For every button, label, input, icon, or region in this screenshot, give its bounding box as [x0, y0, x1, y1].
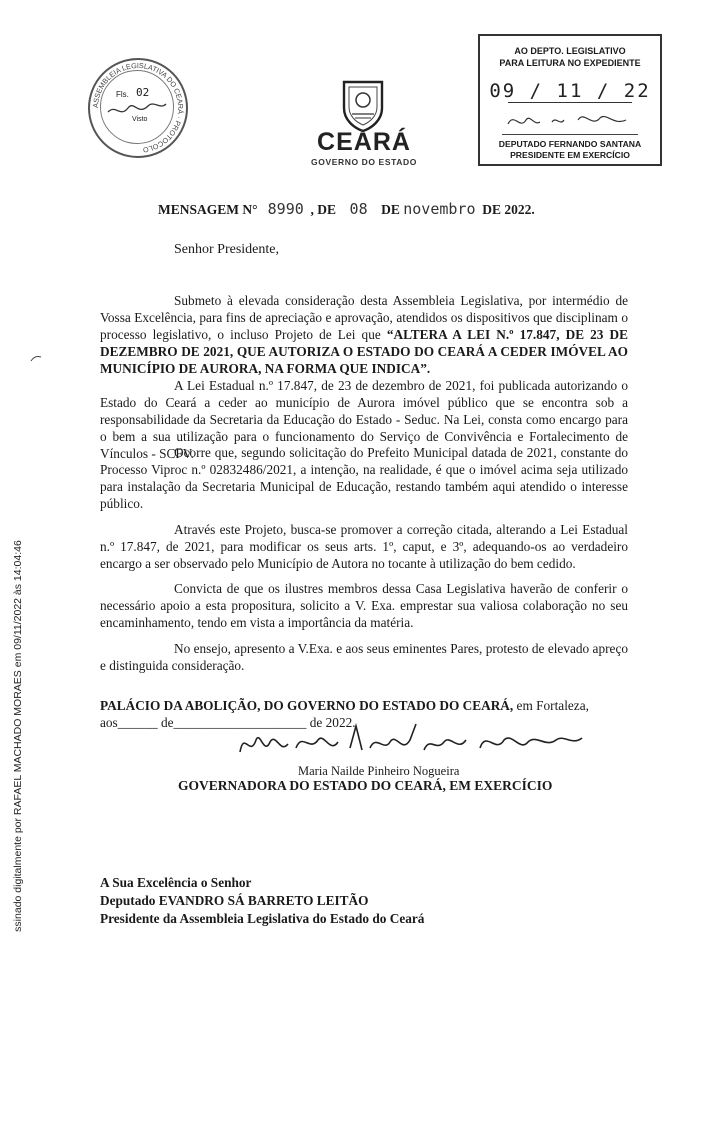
governor-signature [230, 718, 590, 766]
recipient-line-3: Presidente da Assembleia Legislativa do Estado do Ceará [100, 911, 425, 926]
message-de2: DE [381, 202, 400, 217]
protocol-ring-text: ASSEMBLEIA LEGISLATIVA DO CEARÁ · PROTOCOLO [90, 60, 186, 155]
digital-signature-note: ssinado digitalmente por RAFAEL MACHADO MORAES em 09/11/2022 às 14:04:46 [12, 540, 24, 932]
recipient-line-2: Deputado EVANDRO SÁ BARRETO LEITÃO [100, 893, 369, 908]
message-year: DE 2022. [482, 202, 535, 217]
message-day: 08 [349, 200, 368, 218]
closing-date-line: aos______ de____________________ de 2022. [100, 715, 356, 730]
message-month: novembro [403, 200, 476, 218]
closing-place-rest: em Fortaleza, [513, 698, 589, 713]
paragraph-5 [100, 580, 628, 631]
receipt-stamp [478, 34, 662, 166]
paragraph-1 [100, 292, 628, 377]
margin-mark [30, 350, 42, 358]
paragraph-5-text: Convicta de que os ilustres membros dessa Casa Legislativa haverão de conferir o necessário apoio a esta propositura, solicito a V. Exa. emprestar sua valiosa colaboração no seu encaminhamento, tendo em vista a importância da matéria. [100, 581, 628, 630]
fls-value: 02 [136, 86, 150, 99]
paragraph-1-text: Submeto à elevada consideração desta Assembleia Legislativa, por intermédio de Vossa Excelência, para fins de apreciação e aprovação, atendidos os dispositivos que disciplinam o processo legislativo, o incluso Projeto de Lei que [100, 293, 628, 342]
state-seal-icon [340, 78, 386, 132]
protocol-stamp-graphic [90, 60, 186, 156]
brand-subtitle: GOVERNO DO ESTADO [311, 157, 417, 167]
visto-label: Visto [132, 116, 148, 123]
message-number: 8990 [267, 200, 304, 218]
paragraph-3 [100, 444, 628, 512]
paragraph-2-text: A Lei Estadual n.º 17.847, de 23 de dezembro de 2021, foi publicada autorizando o Estado do Ceará a ceder ao município de Aurora imóvel público que se encontra sob a responsabilidade da Secretaria da Educação do Estado - Seduc. Na Lei, consta como encargo para o bem a sua utilização para o funcionamento do Serviço de Convivência e Fortalecimento de Vínculos - SCFV. [100, 378, 628, 461]
paragraph-3-text: Ocorre que, segundo solicitação do Prefeito Municipal datada de 2021, constante do Processo Viproc n.º 02832486/2021, a intenção, na realidade, é que o imóvel acima seja utilizado para instalação da Secretaria Municipal de Educação, restando também aqui atendido o interesse público. [100, 445, 628, 511]
paragraph-4 [100, 521, 628, 572]
receipt-line-1: AO DEPTO. LEGISLATIVO [514, 46, 626, 56]
message-heading [158, 200, 618, 218]
signer-title: GOVERNADORA DO ESTADO DO CEARÁ, EM EXERCÍCIO [178, 778, 553, 793]
receipt-line-3: DEPUTADO FERNANDO SANTANA [498, 139, 642, 149]
paragraph-6 [100, 640, 628, 674]
receipt-date: 09 / 11 / 22 [489, 80, 651, 102]
message-de: , DE [310, 202, 337, 217]
salutation: Senhor Presidente, [174, 242, 279, 257]
protocol-stamp [88, 58, 188, 158]
paragraph-1-bold: “ALTERA A LEI N.º 17.847, DE 23 DE DEZEMBRO DE 2021, QUE AUTORIZA O ESTADO DO CEARÁ A CEDER IMÓVEL AO MUNICÍPIO DE AURORA, NA FORMA QUE INDICA”. [100, 327, 628, 376]
paragraph-6-text: No ensejo, apresento a V.Exa. e aos seus eminentes Pares, protesto de elevado apreço e distinguida consideração. [100, 641, 628, 673]
recipient-line-1: A Sua Excelência o Senhor [100, 875, 252, 890]
brand-name: CEARÁ [317, 128, 411, 156]
message-prefix: MENSAGEM N° [158, 202, 258, 217]
fls-label: Fls. [116, 90, 129, 99]
paragraph-4-text: Através este Projeto, busca-se promover a correção citada, alterando a Lei Estadual n.º 17.847, de 2021, para modificar os seus arts. 1º, caput, e 3º, adequando-os ao verdadeiro encargo a ser observado pelo Município de Autora no tocante à utilização do bem cedido. [100, 522, 628, 571]
receipt-line-2: PARA LEITURA NO EXPEDIENTE [499, 58, 641, 68]
receipt-line-4: PRESIDENTE EM EXERCÍCIO [510, 150, 630, 160]
receipt-signature [504, 106, 636, 134]
closing-place: PALÁCIO DA ABOLIÇÃO, DO GOVERNO DO ESTADO DO CEARÁ, [100, 698, 514, 713]
signer-name: Maria Nailde Pinheiro Nogueira [298, 764, 460, 778]
